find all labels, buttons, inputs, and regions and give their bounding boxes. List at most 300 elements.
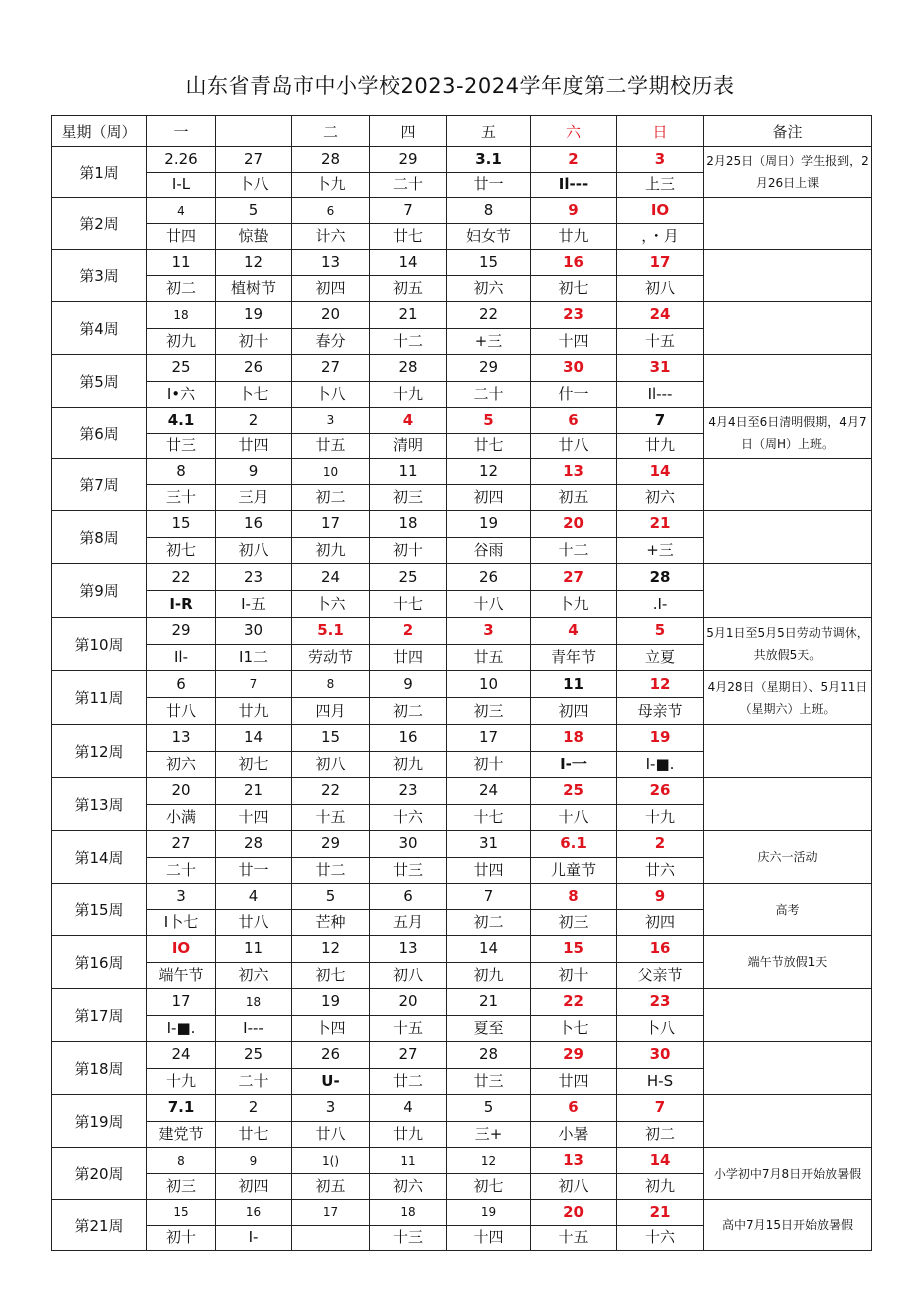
date-number: 14: [478, 939, 499, 958]
day-cell: [216, 671, 292, 725]
date-number: 29: [171, 621, 191, 640]
week-label: 第8周: [52, 511, 147, 564]
date-number: 19: [243, 305, 264, 324]
date-number: 4.1: [167, 410, 195, 429]
date-number: 7.1: [167, 1098, 195, 1117]
date-number: 15: [171, 514, 191, 533]
date-number: 2: [248, 410, 259, 429]
day-cell: [147, 1042, 216, 1095]
day-cell: [370, 355, 447, 408]
date-number: 13: [171, 728, 191, 747]
day-cell: [216, 725, 292, 778]
lunar-date: 十八: [447, 590, 530, 617]
lunar-date: 廿四: [531, 1068, 616, 1095]
day-cell: [370, 511, 447, 564]
lunar-date: 十六: [370, 804, 446, 831]
page-title: 山东省青岛市中小学校2023-2024学年度第二学期校历表: [185, 74, 735, 98]
date-number: 3: [654, 149, 666, 168]
remark-cell: [704, 989, 872, 1042]
day-cell: [370, 725, 447, 778]
day-cell: [447, 355, 531, 408]
lunar-date: 十五: [531, 1225, 616, 1251]
remark-cell: 端午节放假1天: [704, 936, 872, 989]
week-label: 第7周: [52, 459, 147, 511]
day-cell: [147, 355, 216, 408]
date-number: 3: [326, 413, 335, 428]
week-label: 第6周: [52, 408, 147, 459]
lunar-date: 二十: [370, 172, 446, 198]
week-row: [52, 147, 872, 198]
lunar-date: 十五: [292, 804, 369, 831]
lunar-date: 十四: [447, 1225, 530, 1251]
remark-cell: 2月25日（周日）学生报到，2月26日上课: [704, 147, 872, 198]
date-number: 7: [403, 201, 413, 219]
week-label: 第3周: [52, 250, 147, 302]
lunar-date: 青年节: [531, 644, 616, 671]
week-row: [52, 198, 872, 250]
day-cell: [617, 1095, 704, 1148]
remark-cell: 庆六一活动: [704, 831, 872, 884]
date-number: 18: [245, 994, 262, 1009]
lunar-date: 初二: [147, 275, 215, 301]
lunar-date: 儿童节: [531, 857, 616, 884]
date-number: 26: [320, 1045, 341, 1064]
week-label: 第16周: [52, 936, 147, 989]
date-number: 22: [563, 992, 584, 1011]
lunar-date: 初六: [216, 962, 291, 989]
lunar-date: 惊蛰: [216, 223, 291, 249]
day-cell: [147, 564, 216, 618]
date-number: 8: [568, 887, 579, 905]
lunar-date: 廿八: [292, 1121, 369, 1148]
remark-cell: 4月4日至6日清明假期，4月7日（周H）上班。: [704, 408, 872, 459]
day-cell: [147, 618, 216, 671]
date-number: 10: [478, 674, 499, 693]
day-cell: [147, 1095, 216, 1148]
date-number: 27: [171, 834, 191, 853]
lunar-date: 廿八: [216, 909, 291, 935]
day-cell: [531, 671, 617, 725]
lunar-date: 二十: [147, 857, 215, 884]
day-cell: [292, 511, 370, 564]
lunar-date: 小暑: [531, 1121, 616, 1148]
lunar-date: 初八: [617, 275, 703, 301]
date-number: 7: [654, 410, 666, 429]
day-cell: [531, 198, 617, 250]
lunar-date: 三+: [447, 1121, 530, 1148]
week-label: 第20周: [52, 1148, 147, 1200]
day-cell: [531, 778, 617, 831]
date-number: 2: [568, 149, 579, 168]
day-cell: [216, 250, 292, 302]
day-cell: [216, 355, 292, 408]
day-cell: [292, 302, 370, 355]
lunar-date: 卜七: [531, 1015, 616, 1042]
remark-cell: [704, 725, 872, 778]
day-cell: [447, 936, 531, 989]
lunar-date: 三十: [147, 484, 215, 510]
day-cell: [531, 884, 617, 936]
day-cell: [617, 147, 704, 198]
day-cell: [447, 302, 531, 355]
lunar-date: 十七: [447, 804, 530, 831]
day-cell: [370, 250, 447, 302]
week-label: 第19周: [52, 1095, 147, 1148]
date-number: 9: [403, 674, 413, 693]
day-cell: [447, 618, 531, 671]
day-cell: [370, 989, 447, 1042]
day-cell: [216, 1200, 292, 1251]
day-cell: [292, 1148, 370, 1200]
date-number: 24: [478, 781, 499, 800]
date-number: 6: [568, 410, 579, 429]
date-number: 3: [176, 887, 186, 905]
date-number: 5.1: [317, 621, 344, 640]
date-number: 28: [398, 358, 418, 377]
day-cell: [147, 831, 216, 884]
day-cell: [292, 564, 370, 618]
week-label: 第15周: [52, 884, 147, 936]
lunar-date: 廿三: [447, 1068, 530, 1095]
day-cell: [617, 355, 704, 408]
date-number: 12: [478, 462, 499, 480]
date-number: 30: [563, 358, 584, 377]
date-number: 12: [649, 674, 671, 693]
day-cell: [216, 1042, 292, 1095]
date-number: 15: [320, 728, 341, 747]
lunar-date: 立夏: [617, 644, 703, 671]
date-number: 11: [398, 462, 418, 480]
lunar-date: 母亲节: [617, 697, 703, 724]
date-number: 19: [478, 514, 499, 533]
date-number: 17: [322, 1205, 339, 1220]
day-cell: [292, 725, 370, 778]
day-cell: [147, 459, 216, 511]
week-label: 第12周: [52, 725, 147, 778]
date-number: 8: [176, 462, 186, 480]
date-number: 5: [483, 1098, 494, 1117]
day-cell: [617, 1148, 704, 1200]
lunar-date: 初九: [370, 751, 446, 778]
date-number: 8: [177, 1153, 185, 1168]
lunar-date: Il---: [617, 381, 703, 408]
date-number: 4: [403, 1098, 413, 1117]
date-number: 28: [320, 149, 341, 168]
day-cell: [216, 831, 292, 884]
lunar-date: 廿三: [370, 857, 446, 884]
lunar-date: 初九: [292, 537, 369, 564]
header-fri: 五: [447, 116, 531, 147]
date-number: 18: [400, 1205, 416, 1220]
day-cell: [447, 564, 531, 618]
day-cell: [617, 511, 704, 564]
date-number: 30: [649, 1045, 671, 1064]
remark-cell: [704, 511, 872, 564]
lunar-date: 三月: [216, 484, 291, 510]
date-number: 19: [649, 728, 671, 747]
day-cell: [292, 831, 370, 884]
day-cell: [617, 1042, 704, 1095]
day-cell: [292, 408, 370, 459]
date-number: 29: [398, 149, 418, 168]
date-number: 23: [398, 781, 418, 800]
date-number: 22: [478, 305, 499, 324]
lunar-date: 建党节: [147, 1121, 215, 1148]
day-cell: [370, 884, 447, 936]
date-number: 12: [243, 253, 264, 271]
day-cell: [447, 408, 531, 459]
week-label: 第17周: [52, 989, 147, 1042]
day-cell: [292, 355, 370, 408]
date-number: 5: [654, 621, 666, 640]
header-thu: 四: [370, 116, 447, 147]
lunar-date: I-五: [216, 590, 291, 617]
lunar-date: 廿九: [370, 1121, 446, 1148]
day-cell: [531, 459, 617, 511]
lunar-date: 初八: [216, 537, 291, 564]
day-cell: [370, 671, 447, 725]
lunar-date: 廿七: [216, 1121, 291, 1148]
lunar-date: 初六: [370, 1173, 446, 1199]
lunar-date: 初九: [617, 1173, 703, 1199]
remark-cell: 小学初中7月8日开始放暑假: [704, 1148, 872, 1200]
date-number: 6: [326, 203, 335, 218]
date-number: 20: [171, 781, 191, 800]
lunar-date: I-■.: [147, 1015, 215, 1042]
date-number: 27: [243, 149, 264, 168]
week-row: [52, 459, 872, 511]
date-number: 6.1: [560, 834, 587, 853]
lunar-date: 什一: [531, 381, 616, 408]
date-number: 24: [320, 567, 341, 586]
lunar-date: 初七: [531, 275, 616, 301]
lunar-date: 十九: [147, 1068, 215, 1095]
day-cell: [447, 778, 531, 831]
date-number: 14: [649, 462, 671, 480]
day-cell: [216, 936, 292, 989]
date-number: 19: [320, 992, 341, 1011]
lunar-date: 初九: [147, 328, 215, 355]
date-number: 11: [171, 253, 191, 271]
date-number: 9: [568, 201, 579, 219]
week-label: 第14周: [52, 831, 147, 884]
date-number: 23: [563, 305, 584, 324]
day-cell: [447, 671, 531, 725]
lunar-date: 廿四: [447, 857, 530, 884]
day-cell: [617, 778, 704, 831]
week-label: 第21周: [52, 1200, 147, 1251]
week-row: [52, 725, 872, 778]
lunar-date: Il---: [531, 172, 616, 198]
date-number: 8: [326, 677, 335, 691]
lunar-date: 廿六: [617, 857, 703, 884]
day-cell: [447, 725, 531, 778]
lunar-date: 初七: [216, 751, 291, 778]
lunar-date: 初八: [370, 962, 446, 989]
lunar-date: 廿七: [370, 223, 446, 249]
lunar-date: 清明: [370, 433, 446, 459]
day-cell: [531, 1148, 617, 1200]
date-number: 5: [248, 201, 259, 219]
school-calendar-table: [51, 115, 872, 1251]
header-wed: 二: [292, 116, 370, 147]
lunar-date: 廿五: [292, 433, 369, 459]
date-number: 16: [398, 728, 418, 747]
day-cell: [292, 884, 370, 936]
remark-cell: [704, 250, 872, 302]
date-number: 12: [320, 939, 341, 958]
lunar-date: [292, 1225, 369, 1251]
lunar-date: 五月: [370, 909, 446, 935]
date-number: 31: [649, 358, 671, 377]
lunar-date: I-一: [531, 751, 616, 778]
lunar-date: 卜四: [292, 1015, 369, 1042]
week-row: [52, 408, 872, 459]
lunar-date: 初十: [370, 537, 446, 564]
date-number: 24: [171, 1045, 191, 1064]
lunar-date: I-L: [147, 172, 215, 198]
lunar-date: 十二: [370, 328, 446, 355]
week-row: [52, 1042, 872, 1095]
day-cell: [147, 884, 216, 936]
lunar-date: 芒种: [292, 909, 369, 935]
day-cell: [617, 725, 704, 778]
header-notes: 备注: [704, 116, 872, 147]
day-cell: [292, 1095, 370, 1148]
week-label: 第9周: [52, 564, 147, 618]
date-number: 27: [563, 567, 584, 586]
lunar-date: 十九: [370, 381, 446, 408]
header-week: 星期（周）: [52, 116, 147, 147]
week-row: [52, 671, 872, 725]
week-label: 第4周: [52, 302, 147, 355]
day-cell: [147, 1148, 216, 1200]
lunar-date: 初四: [292, 275, 369, 301]
week-row: [52, 355, 872, 408]
lunar-date: 妇女节: [447, 223, 530, 249]
day-cell: [531, 618, 617, 671]
remark-cell: [704, 778, 872, 831]
lunar-date: ，・月: [617, 223, 703, 249]
day-cell: [531, 1042, 617, 1095]
day-cell: [216, 1148, 292, 1200]
date-number: 20: [563, 514, 584, 533]
lunar-date: 初三: [447, 697, 530, 724]
date-number: 4: [402, 410, 414, 429]
week-label: 第2周: [52, 198, 147, 250]
lunar-date: +三: [447, 328, 530, 355]
lunar-date: I-■.: [617, 751, 703, 778]
lunar-date: 十五: [617, 328, 703, 355]
date-number: 25: [171, 358, 191, 377]
date-number: 27: [320, 358, 341, 377]
day-cell: [292, 618, 370, 671]
day-cell: [147, 408, 216, 459]
lunar-date: 十二: [531, 537, 616, 564]
header-mon: 一: [147, 116, 216, 147]
lunar-date: 十四: [216, 804, 291, 831]
lunar-date: 卜八: [216, 172, 291, 198]
lunar-date: 初六: [147, 751, 215, 778]
week-row: [52, 618, 872, 671]
lunar-date: 廿七: [447, 433, 530, 459]
lunar-date: 廿四: [370, 644, 446, 671]
lunar-date: 廿五: [447, 644, 530, 671]
day-cell: [370, 936, 447, 989]
date-number: IO: [650, 201, 670, 219]
week-row: [52, 936, 872, 989]
day-cell: [531, 989, 617, 1042]
lunar-date: 廿九: [216, 697, 291, 724]
header-row: [52, 116, 872, 147]
date-number: 30: [398, 834, 418, 853]
date-number: 12: [480, 1153, 497, 1168]
remark-cell: [704, 564, 872, 618]
day-cell: [531, 564, 617, 618]
day-cell: [216, 459, 292, 511]
date-number: 21: [649, 514, 671, 533]
date-number: 20: [320, 305, 341, 324]
date-number: 6: [176, 674, 186, 693]
lunar-date: 夏至: [447, 1015, 530, 1042]
date-number: 29: [320, 834, 341, 853]
date-number: IO: [171, 939, 191, 958]
lunar-date: 廿八: [147, 697, 215, 724]
day-cell: [447, 1042, 531, 1095]
date-number: 7: [483, 887, 494, 905]
date-number: 11: [563, 674, 584, 693]
date-number: 5: [325, 887, 336, 905]
lunar-date: 初四: [617, 909, 703, 935]
date-number: 31: [478, 834, 499, 853]
day-cell: [370, 564, 447, 618]
week-label: 第1周: [52, 147, 147, 198]
day-cell: [292, 459, 370, 511]
day-cell: [617, 564, 704, 618]
lunar-date: 初七: [447, 1173, 530, 1199]
lunar-date: I卜七: [147, 909, 215, 935]
day-cell: [447, 831, 531, 884]
date-number: 5: [483, 410, 494, 429]
day-cell: [147, 302, 216, 355]
week-row: [52, 1148, 872, 1200]
date-number: 26: [243, 358, 264, 377]
remark-cell: [704, 198, 872, 250]
remark-cell: 4月28日（星期日）、5月11日（星期六）上班。: [704, 671, 872, 725]
lunar-date: 廿九: [617, 433, 703, 459]
lunar-date: 卜九: [531, 590, 616, 617]
lunar-date: +三: [617, 537, 703, 564]
date-number: 17: [320, 514, 341, 533]
week-row: [52, 1095, 872, 1148]
date-number: 11: [400, 1153, 416, 1168]
lunar-date: I1二: [216, 644, 291, 671]
date-number: 18: [173, 307, 189, 322]
day-cell: [370, 198, 447, 250]
day-cell: [370, 1148, 447, 1200]
week-row: [52, 511, 872, 564]
date-number: 25: [243, 1045, 264, 1064]
lunar-date: 卜八: [617, 1015, 703, 1042]
date-number: 20: [563, 1202, 584, 1221]
lunar-date: I-: [216, 1225, 291, 1251]
day-cell: [370, 408, 447, 459]
day-cell: [147, 778, 216, 831]
day-cell: [617, 831, 704, 884]
lunar-date: 初二: [292, 484, 369, 510]
lunar-date: 初三: [147, 1173, 215, 1199]
lunar-date: 廿一: [216, 857, 291, 884]
